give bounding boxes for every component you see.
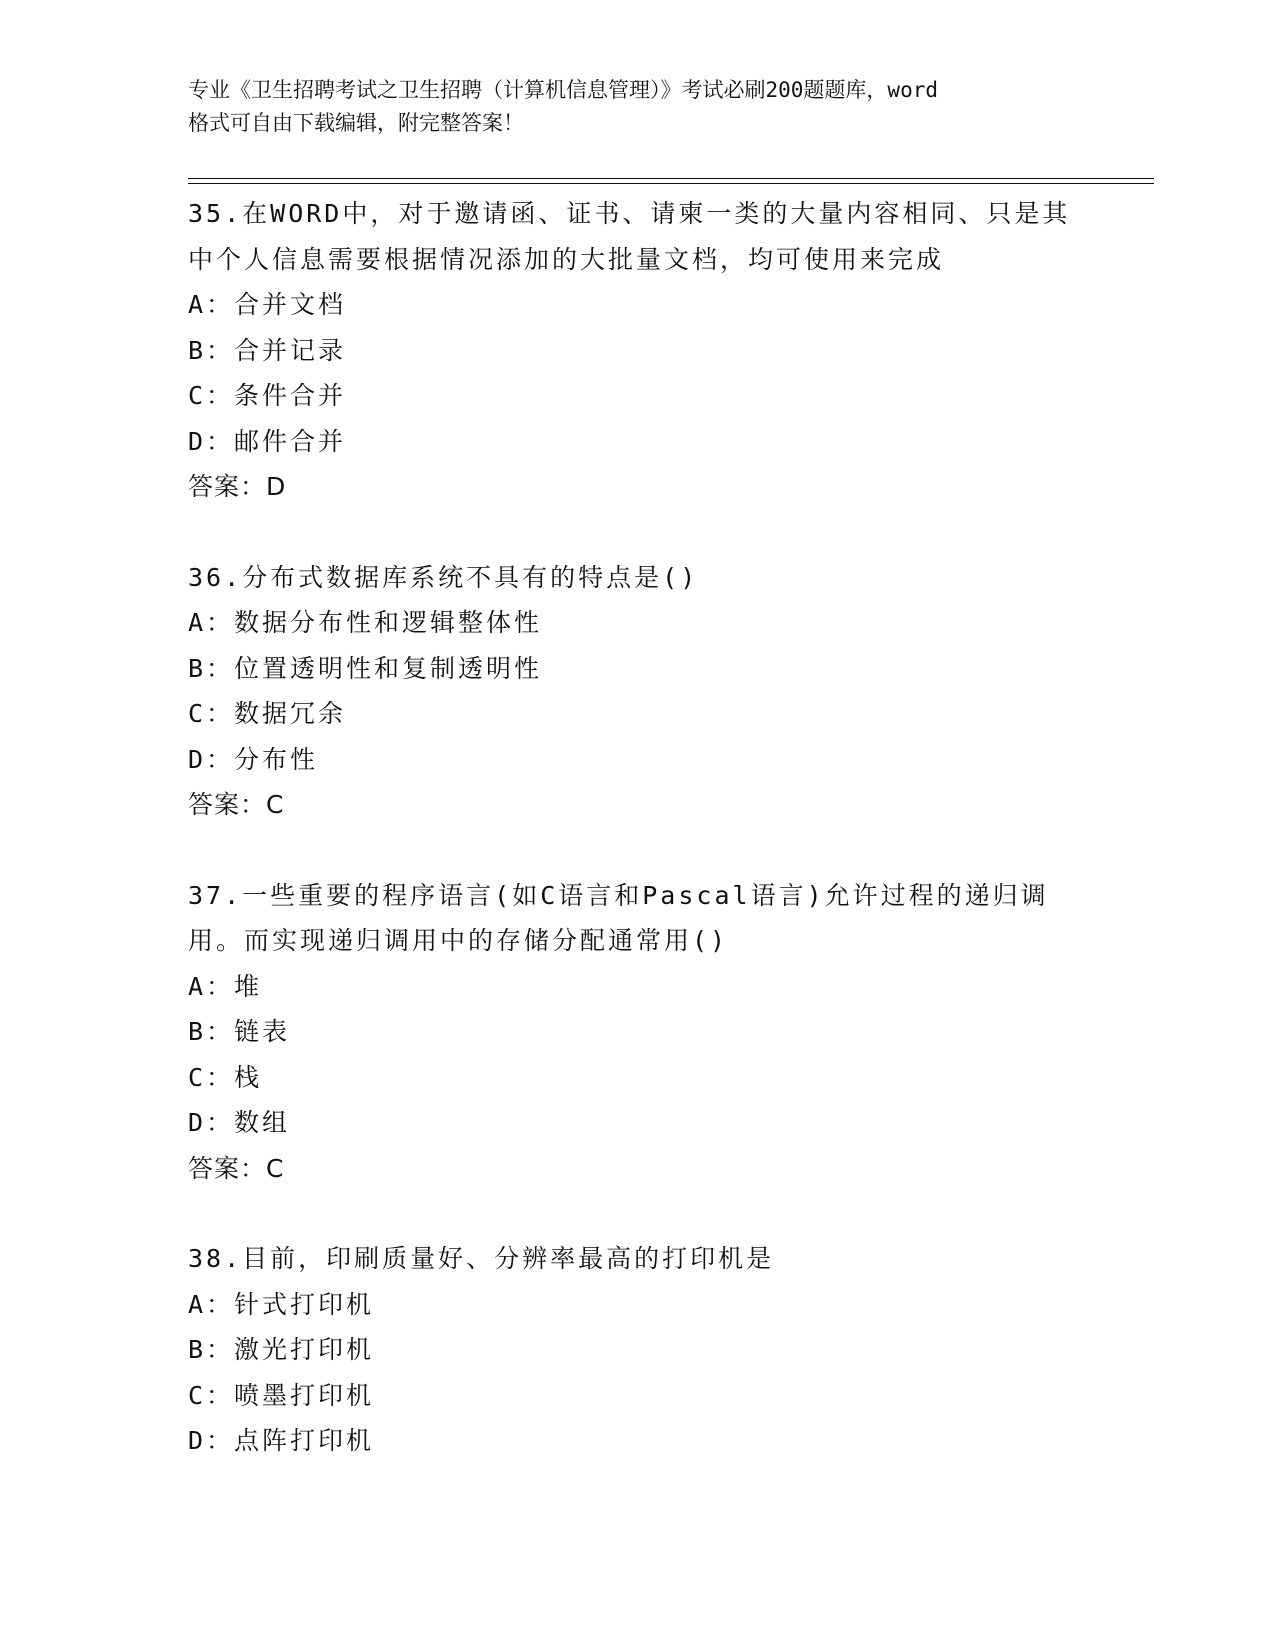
question-35: [188, 191, 1088, 510]
option-c: C：栈: [188, 1062, 263, 1092]
option-c: C：喷墨打印机: [188, 1380, 375, 1410]
answer-label: 答案：C: [188, 1153, 285, 1183]
question-spacer: [188, 1191, 1088, 1236]
header-divider-bottom: [188, 183, 1154, 184]
header-line-2: 格式可自由下载编辑，附完整答案！: [188, 111, 524, 135]
question-36: [188, 555, 1088, 828]
header-line-1: 专业《卫生招聘考试之卫生招聘（计算机信息管理）》考试必刷200题题库，word: [188, 78, 938, 102]
option-d: D：分布性: [188, 744, 319, 774]
option-d: D：点阵打印机: [188, 1426, 375, 1455]
document-header: [188, 74, 1088, 140]
option-a: A：合并文档: [188, 290, 347, 319]
question-text: 36.分布式数据库系统不具有的特点是(): [188, 562, 699, 592]
question-text: 37.一些重要的程序语言(如C语言和Pascal语言)允许过程的递归调用。而实现递归调用中的存储分配通常用(): [188, 880, 1049, 955]
option-b: B：合并记录: [188, 335, 347, 365]
option-d: D：邮件合并: [188, 426, 347, 456]
header-divider-top: [188, 178, 1154, 179]
option-a: A：针式打印机: [188, 1289, 375, 1319]
answer-label: 答案：C: [188, 790, 285, 819]
option-b: B：激光打印机: [188, 1335, 375, 1364]
question-list: [188, 191, 1088, 1464]
option-c: C：数据冗余: [188, 699, 347, 728]
option-d: D：数组: [188, 1108, 291, 1137]
option-b: B：位置透明性和复制透明性: [188, 653, 543, 683]
question-spacer: [188, 510, 1088, 555]
answer-label: 答案：D: [188, 472, 287, 501]
question-37: [188, 873, 1088, 1192]
option-c: C：条件合并: [188, 381, 347, 410]
question-38: [188, 1236, 1088, 1464]
question-text: 38.目前，印刷质量好、分辨率最高的打印机是: [188, 1244, 775, 1273]
question-spacer: [188, 828, 1088, 873]
option-a: A：堆: [188, 971, 263, 1001]
option-b: B：链表: [188, 1017, 291, 1046]
question-text: 35.在WORD中，对于邀请函、证书、请柬一类的大量内容相同、只是其中个人信息需要根据情况添加的大批量文档，均可使用来完成: [188, 199, 1071, 274]
option-a: A：数据分布性和逻辑整体性: [188, 608, 543, 637]
